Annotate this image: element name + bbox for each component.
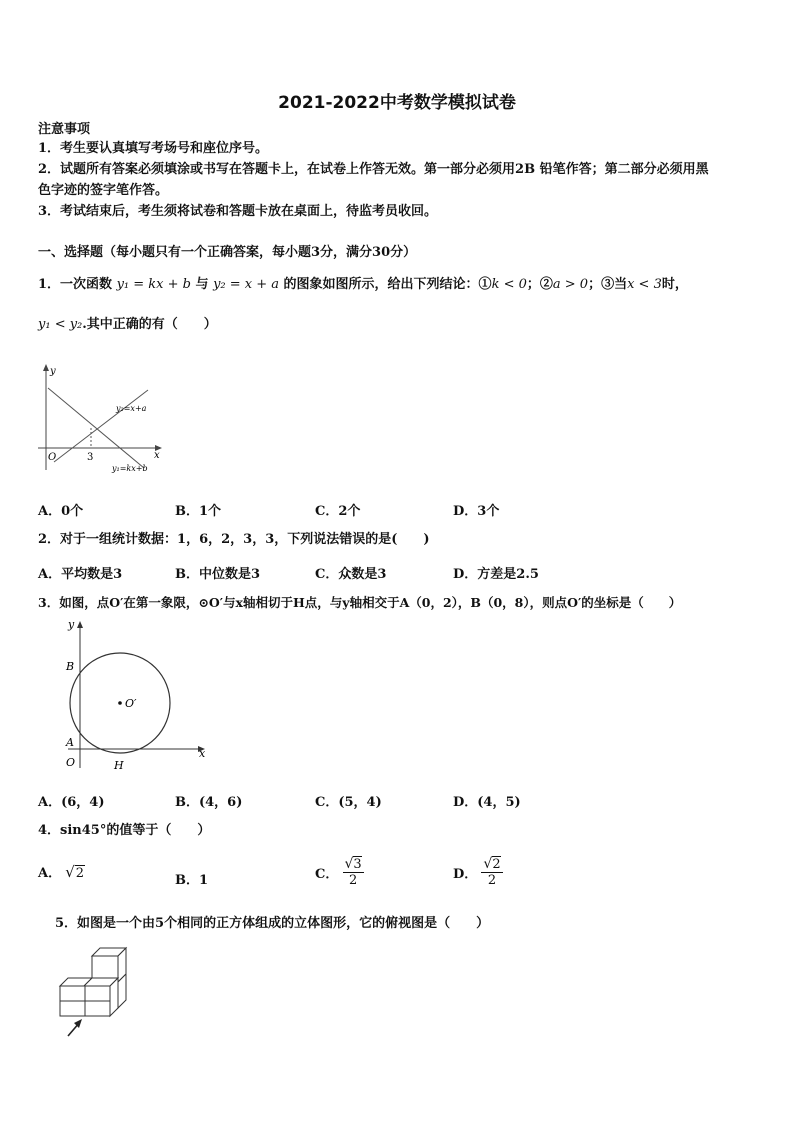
radical-sign: √ (483, 856, 493, 872)
q3-option-c[interactable]: C．(5，4) (315, 795, 382, 810)
q1-eq1: y₁ = kx + b (116, 277, 191, 292)
q1-option-a[interactable]: A．0个 (38, 504, 84, 519)
question-1-stem (38, 276, 688, 294)
point-b-label: B (66, 660, 75, 673)
denominator: 2 (348, 873, 358, 888)
q1-text: 与 (195, 277, 209, 292)
q5-cube-figure (52, 944, 132, 1040)
question-4-stem: 4．sin45°的值等于（ ） (38, 823, 211, 838)
q1-text: ；② (526, 277, 553, 292)
q4-option-c[interactable] (315, 856, 364, 888)
q1-conclusion-2: a > 0 (552, 277, 589, 292)
y-axis-arrow (77, 621, 83, 628)
center-point (118, 701, 122, 705)
q1-text: 时， (661, 277, 688, 292)
q1-option-c[interactable]: C．2个 (315, 504, 361, 519)
q1-conclusion-3: x < 3 (627, 277, 662, 292)
radicand: 2 (75, 865, 85, 881)
question-5-stem: 5．如图是一个由5个相同的正方体组成的立体图形，它的俯视图是（ ） (55, 916, 490, 931)
radical-sign: √ (65, 862, 75, 881)
q1-text: ；③当 (588, 277, 628, 292)
center-label: O′ (125, 697, 137, 710)
x-label: x (199, 747, 206, 760)
notice-heading: 注意事项 (38, 122, 91, 137)
point-h-label: H (114, 759, 124, 772)
q3-option-a[interactable]: A．(6，4) (38, 795, 105, 810)
q1-conclusion-1: k < 0 (491, 277, 527, 292)
question-3-stem: 3．如图，点O′在第一象限，⊙O′与x轴相切于H点，与y轴相交于A（0，2），B（0，8），则点O′的坐标是（ ） (38, 595, 682, 610)
q1-option-d[interactable]: D．3个 (453, 504, 500, 519)
q1-text: 1．一次函数 (38, 277, 113, 292)
page-title: 2021-2022中考数学模拟试卷 (278, 93, 516, 113)
x-label: x (154, 450, 160, 461)
q2-option-d[interactable]: D．方差是2.5 (453, 567, 539, 582)
line-y1-label: y₁=kx+b (112, 464, 148, 473)
q4-option-b[interactable]: B．1 (175, 873, 209, 888)
q1-ineq: y₁ < y₂ (38, 317, 83, 332)
numerator (343, 856, 364, 873)
q1-graph-figure (36, 362, 166, 477)
radicand: 2 (492, 857, 501, 872)
option-prefix: C． (315, 866, 339, 882)
q3-circle-figure (58, 618, 214, 774)
q1-eq2: y₂ = x + a (213, 277, 280, 292)
point-a-label: A (66, 736, 74, 749)
line-y2-label: y₂=x+a (116, 404, 147, 413)
notice-item: 色字迹的签字笔作答。 (38, 183, 169, 198)
radicand: 3 (353, 857, 362, 872)
option-prefix: D． (453, 866, 478, 882)
q2-option-a[interactable]: A．平均数是3 (38, 567, 123, 582)
q3-option-d[interactable]: D．(4，5) (453, 795, 521, 810)
q1-text: 的图象如图所示，给出下列结论：① (283, 277, 492, 292)
origin-label: O (48, 452, 57, 463)
q4-option-d[interactable] (453, 856, 503, 888)
sqrt-expression (65, 863, 85, 881)
y-label: y (50, 366, 56, 377)
option-prefix: A． (38, 866, 62, 881)
fraction (481, 856, 502, 888)
notice-item: 3．考试结束后，考生须将试卷和答题卡放在桌面上，待监考员收回。 (38, 204, 438, 219)
radical-sign: √ (344, 856, 354, 872)
notice-item: 1．考生要认真填写考场号和座位序号。 (38, 141, 269, 156)
y-label: y (68, 618, 75, 631)
question-1-stem-line2 (38, 316, 217, 334)
q3-option-b[interactable]: B．(4，6) (175, 795, 243, 810)
q1-text: .其中正确的有（ ） (82, 317, 217, 332)
q4-option-a[interactable] (38, 862, 85, 892)
line-y2 (54, 390, 148, 462)
fraction (343, 856, 364, 888)
question-2-stem: 2．对于一组统计数据：1，6，2，3，3，下列说法错误的是( ) (38, 532, 430, 547)
tick-label: 3 (87, 452, 94, 463)
q1-option-b[interactable]: B．1个 (175, 504, 222, 519)
section-heading: 一、选择题（每小题只有一个正确答案，每小题3分，满分30分） (38, 245, 417, 260)
denominator: 2 (487, 873, 497, 888)
origin-label: O (66, 756, 76, 769)
q2-option-c[interactable]: C．众数是3 (315, 567, 387, 582)
q2-option-b[interactable]: B．中位数是3 (175, 567, 261, 582)
numerator (481, 856, 502, 873)
y-axis-arrow (43, 364, 49, 371)
notice-item: 2．试题所有答案必须填涂或书写在答题卡上，在试卷上作答无效。第一部分必须用2B 铅笔作答；第二部分必须用黑 (38, 162, 709, 177)
